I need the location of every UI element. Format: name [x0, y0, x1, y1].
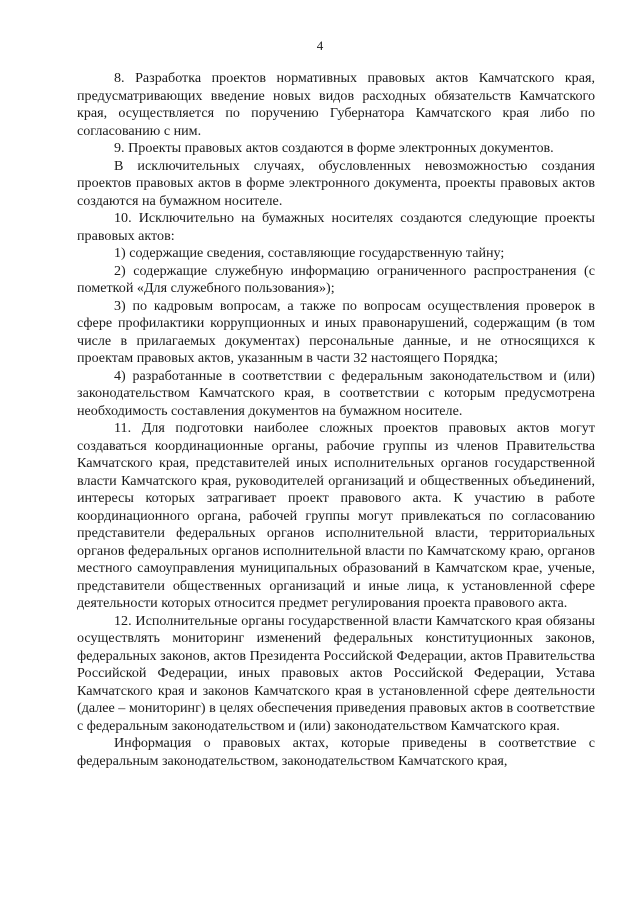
list-item-2: 2) содержащие служебную информацию ограниченного распространения (с пометкой «Для служебного пользования»); — [77, 262, 595, 296]
paragraph-12: 12. Исполнительные органы государственной власти Камчатского края обязаны осуществлять мониторинг изменений федеральных конституционных законов, федеральных законов, актов Президента Российской Федерации, актов Правительства Российской Федерации, иных правовых актов Российской Федерации, Устава Камчатского края и законов Камчатского края в установленной сфере деятельности (далее – мониторинг) в целях обеспечения приведения правовых актов в соответствие с федеральным законодательством и (или) законодательством Камчатского края. — [77, 612, 595, 734]
list-item-4: 4) разработанные в соответствии с федеральным законодательством и (или) законодательством Камчатского края, в соответствии с которым предусмотрена необходимость составления документов на бумажном носителе. — [77, 367, 595, 419]
page-number: 4 — [316, 38, 324, 53]
paragraph-9: 9. Проекты правовых актов создаются в форме электронных документов. — [114, 140, 554, 156]
paragraph-10: 10. Исключительно на бумажных носителях создаются следующие проекты правовых актов: — [77, 210, 595, 244]
paragraph-8: 8. Разработка проектов нормативных правовых актов Камчатского края, предусматривающих введение новых видов расходных обязательств Камчатского края, осуществляется по поручению Губернатора Камчатского края либо по согласованию с ним. — [77, 70, 595, 139]
paragraph-12-info: Информация о правовых актах, которые приведены в соответствие с федеральным законодательством, законодательством Камчатского края, — [77, 735, 595, 769]
paragraph-9-exception: В исключительных случаях, обусловленных невозможностью создания проектов правовых актов в форме электронного документа, проекты правовых актов создаются на бумажном носителе. — [77, 157, 595, 209]
paragraph-11: 11. Для подготовки наиболее сложных проектов правовых актов могут создаваться координационные органы, рабочие группы из членов Правительства Камчатского края, представителей иных исполнительных органов государственной власти Камчатского края, руководителей организаций и общественных объединений, интересы которых затрагивает проект правового акта. К участию в работе координационного органа, рабочей группы могут привлекаться по согласованию представители федеральных органов исполнительной власти, территориальных органов федеральных органов исполнительной власти по Камчатскому краю, органов местного самоуправления муниципальных образований в Камчатском крае, ученые, представители общественных организаций и иные лица, к установленной сфере деятельности которых относится предмет регулирования проекта правового акта. — [77, 420, 595, 611]
list-item-1: 1) содержащие сведения, составляющие государственную тайну; — [114, 245, 505, 261]
document-body — [77, 70, 595, 770]
list-item-3: 3) по кадровым вопросам, а также по вопросам осуществления проверок в сфере профилактики коррупционных и иных правонарушений, содержащим (в том числе в прилагаемых документах) персональные данные, и не относящихся к проектам правовых актов, указанным в части 32 настоящего Порядка; — [77, 297, 595, 366]
